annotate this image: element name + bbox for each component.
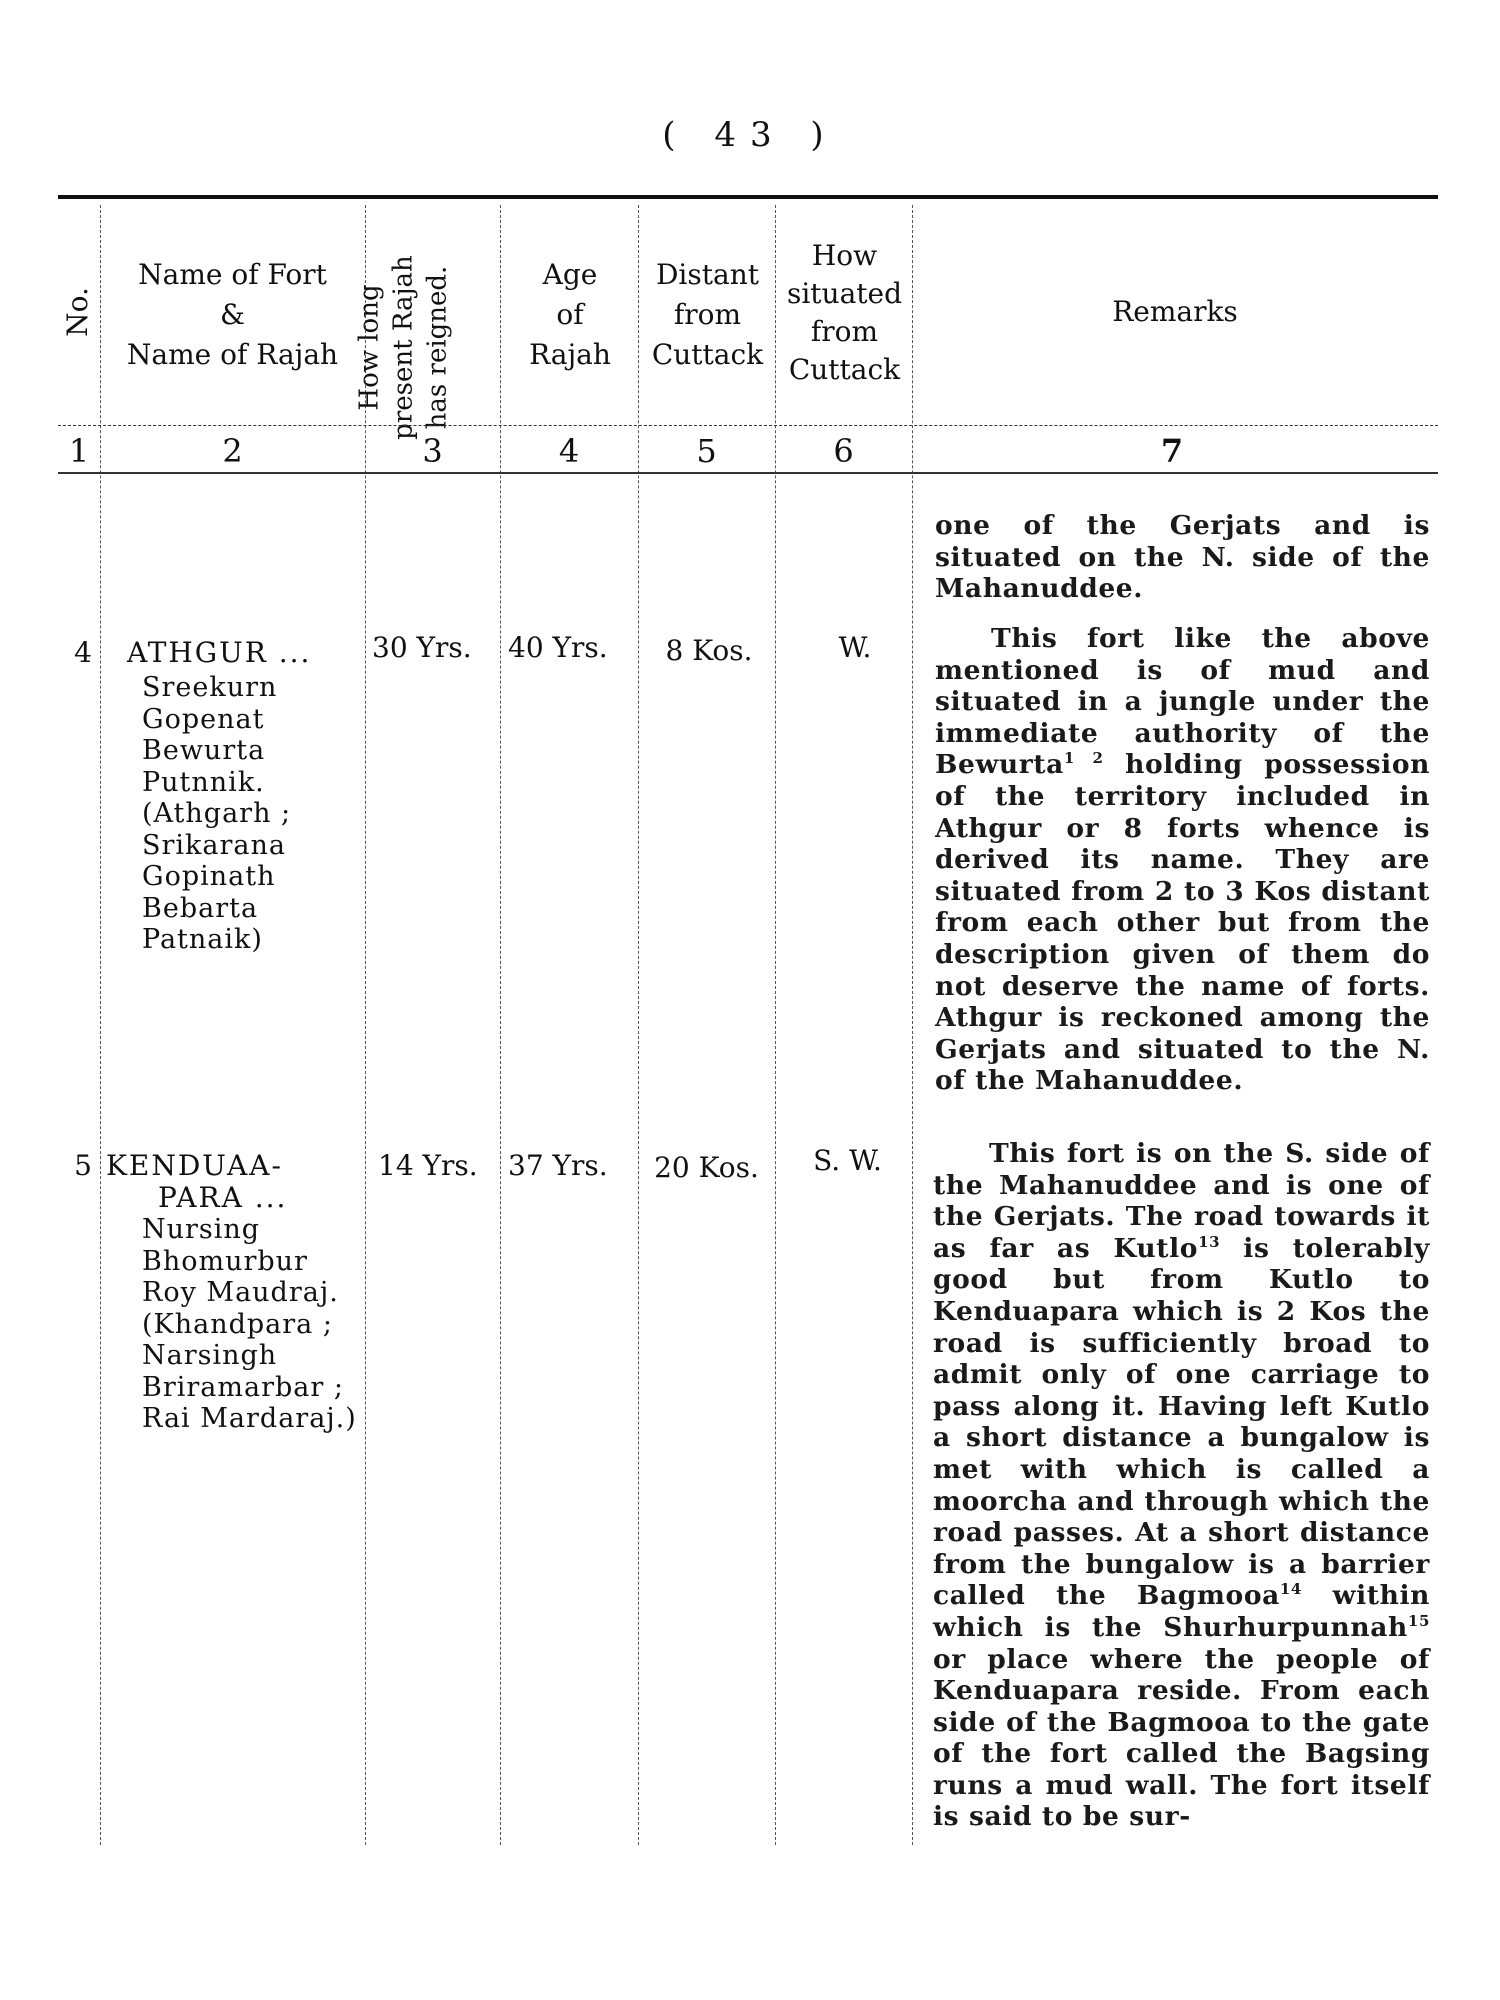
column-number: 7	[1160, 432, 1184, 470]
header-situation-from-cuttack: How situated from Cuttack	[786, 239, 903, 386]
reign-length: 14 Yrs.	[378, 1149, 478, 1182]
header-reign-length: How long present Rajah has reigned.	[354, 255, 453, 440]
remarks-athgur: This fort like the above mentioned is of mud and situated in a jungle under the immediate authority of the Bewurta$^{1 2}$ holding possession of the territory included in Athgur or 8 forts whence is derived its name. They are situated from 2 to 3 Kos distant from each other but from the description given of them do not deserve the name of forts. Athgur is reckoned among the Gerjats and situated to the N. of the Mahanuddee.	[935, 623, 1430, 1097]
distance: 8 Kos.	[665, 634, 753, 667]
direction: W.	[838, 631, 872, 664]
direction: S. W.	[813, 1144, 882, 1177]
rajah-age: 40 Yrs.	[508, 631, 608, 664]
column-number: 4	[558, 432, 580, 470]
reign-length: 30 Yrs.	[372, 631, 472, 664]
row-number: 5	[74, 1149, 92, 1182]
header-distance-from-cuttack: Distant from Cuttack	[651, 258, 764, 371]
column-number-rule	[58, 472, 1438, 474]
rajah-name: Sreekurn Gopenat Bewurta Putnnik. (Athgarh ; Srikarana Gopinath Bebarta Patnaik)	[142, 672, 292, 955]
distance: 20 Kos.	[654, 1151, 759, 1184]
fort-name: KENDUAA- PARA ...	[106, 1149, 288, 1214]
rajah-name: Nursing Bhomurbur Roy Maudraj. (Khandpara ; Narsingh Briramarbar ; Rai Mardaraj.)	[142, 1214, 357, 1434]
rajah-age: 37 Yrs.	[508, 1149, 608, 1182]
header-remarks: Remarks	[1112, 295, 1238, 328]
column-number: 3	[422, 432, 443, 470]
continuation-remark: one of the Gerjats and is situated on the N. side of the Mahanuddee.	[935, 510, 1430, 605]
row-number: 4	[74, 636, 92, 669]
remarks-kenduaapara: This fort is on the S. side of the Mahanuddee and is one of the Gerjats. The road towards it as far as Kutlo$^{13}$ is tolerably good but from Kutlo to Kenduapara which is 2 Kos the road is sufficiently broad to admit only of one carriage to pass along it. Having left Kutlo a short distance a bungalow is met with which is called a moorcha and through which the road passes. At a short distance from the bungalow is a barrier called the Bagmooa$^{14}$ within which is the Shurhurpunnah$^{15}$ or place where the people of Kenduapara reside. From each side of the Bagmooa to the gate of the fort called the Bagsing runs a mud wall. The fort itself is said to be sur-	[933, 1138, 1431, 1833]
header-separator	[58, 425, 1438, 427]
table-top-rule	[58, 195, 1438, 199]
header-name-of-fort: Name of Fort & Name of Rajah	[126, 258, 339, 371]
column-number: 6	[833, 432, 854, 470]
page-number: ( 43 )	[662, 115, 838, 155]
column-number: 2	[222, 432, 243, 470]
header-age-of-rajah: Age of Rajah	[529, 258, 611, 371]
header-no: No.	[61, 287, 94, 337]
column-number: 1	[68, 432, 90, 470]
column-number: 5	[696, 432, 717, 470]
fort-name: ATHGUR ...	[127, 636, 312, 669]
